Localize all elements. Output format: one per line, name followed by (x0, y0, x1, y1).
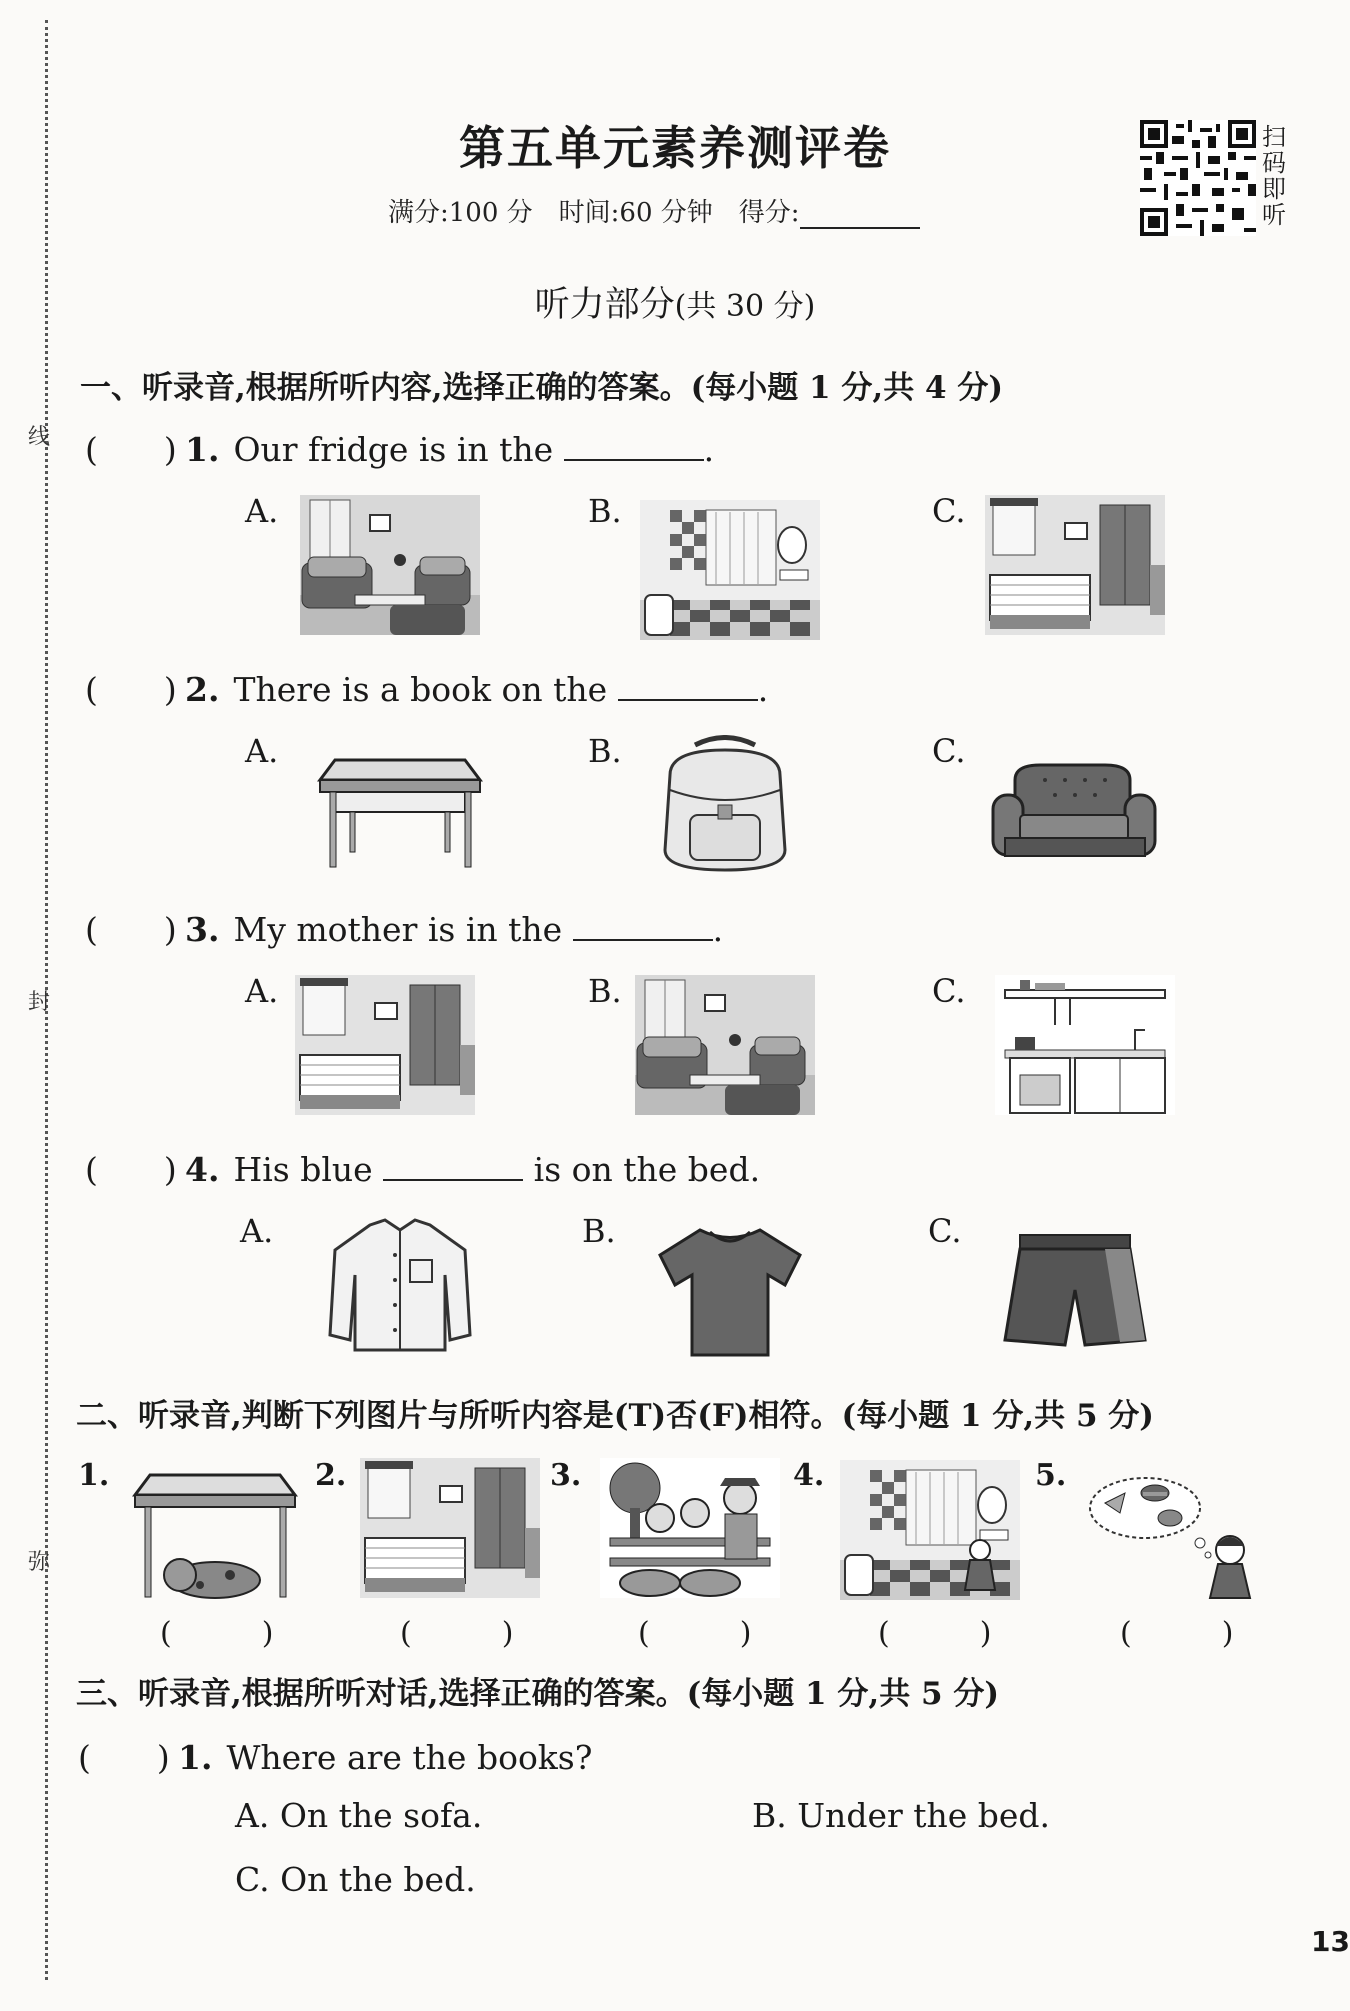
tf-item-number: 2. (315, 1458, 347, 1493)
living-room-image[interactable] (635, 975, 815, 1115)
tf-answer-paren[interactable]: ( ) (878, 1616, 1022, 1651)
answer-paren[interactable]: ( ) (85, 910, 177, 949)
answer-paren[interactable]: ( ) (85, 430, 177, 469)
option-letter[interactable]: B. (588, 972, 622, 1010)
option-letter: A. (235, 1796, 270, 1835)
fill-blank[interactable] (618, 669, 758, 701)
girl-thinking-food-image[interactable] (1085, 1468, 1265, 1608)
farm-family-image[interactable] (600, 1458, 780, 1598)
tf-item-number: 5. (1035, 1458, 1067, 1493)
option-letter[interactable]: A. (245, 972, 279, 1010)
dog-under-desk-image[interactable] (130, 1460, 300, 1600)
s1-question-3 (85, 904, 723, 951)
tf-answer-paren[interactable]: ( ) (400, 1616, 544, 1651)
tf-answer-paren[interactable]: ( ) (160, 1616, 304, 1651)
tf-answer-paren[interactable]: ( ) (638, 1616, 782, 1651)
s3-option-c[interactable] (235, 1860, 476, 1899)
bedroom-image[interactable] (985, 495, 1165, 635)
bedroom-image[interactable] (360, 1458, 540, 1598)
t-shirt-image[interactable] (640, 1220, 820, 1360)
question-text: There is a book on the (233, 670, 608, 709)
listening-points: (共 30 分) (674, 289, 816, 324)
question-text-end: . (757, 670, 769, 709)
answer-paren[interactable]: ( ) (85, 670, 177, 709)
answer-paren[interactable]: ( ) (85, 1150, 177, 1189)
option-letter: B. (752, 1796, 787, 1835)
tf-item-number: 1. (78, 1458, 110, 1493)
page-title: 第五单元素养测评卷 (459, 121, 891, 175)
exam-meta (388, 192, 920, 229)
shirt-image[interactable] (310, 1215, 490, 1355)
tf-item-number: 4. (793, 1458, 825, 1493)
section3-heading: 三、听录音,根据所听对话,选择正确的答案。(每小题 1 分,共 5 分) (76, 1676, 1000, 1712)
s3-question-1 (78, 1732, 592, 1779)
tf-item-number: 3. (550, 1458, 582, 1493)
binding-mark-mi: 弥 (28, 1550, 51, 1575)
schoolbag-image[interactable] (640, 735, 810, 875)
fill-blank[interactable] (573, 909, 713, 941)
listening-subtitle-text: 听力部分 (534, 285, 675, 325)
qr-label: 扫码即听 (1262, 123, 1286, 229)
option-letter[interactable]: A. (240, 1212, 274, 1250)
answer-paren[interactable]: ( ) (78, 1738, 170, 1777)
section1-heading: 一、听录音,根据所听内容,选择正确的答案。(每小题 1 分,共 4 分) (80, 370, 1004, 406)
fill-blank[interactable] (383, 1149, 523, 1181)
question-number: 1. (178, 1738, 213, 1777)
binding-mark-feng: 封 (28, 990, 51, 1015)
question-text-end: . (712, 910, 724, 949)
question-number: 4. (185, 1150, 220, 1189)
sofa-image[interactable] (985, 750, 1165, 865)
question-text: My mother is in the (233, 910, 563, 949)
shorts-image[interactable] (985, 1225, 1165, 1355)
question-text-end: . (703, 430, 715, 469)
s1-question-1 (85, 424, 714, 471)
section2-heading: 二、听录音,判断下列图片与所听内容是(T)否(F)相符。(每小题 1 分,共 5 分) (76, 1398, 1154, 1434)
listening-subtitle (0, 277, 1350, 327)
question-text: His blue (233, 1150, 373, 1189)
binding-mark-xian: 线 (28, 425, 51, 450)
s1-question-2 (85, 664, 768, 711)
qr-code-icon[interactable] (1140, 120, 1256, 236)
option-letter[interactable]: C. (932, 492, 966, 530)
bathroom-image[interactable] (640, 500, 820, 640)
option-letter[interactable]: C. (928, 1212, 962, 1250)
option-letter[interactable]: B. (588, 492, 622, 530)
s1-question-4 (85, 1144, 760, 1191)
question-number: 1. (185, 430, 220, 469)
option-letter[interactable]: A. (245, 732, 279, 770)
question-text: Where are the books? (226, 1738, 593, 1777)
option-letter[interactable]: C. (932, 732, 966, 770)
option-letter[interactable]: B. (582, 1212, 616, 1250)
exam-meta-text: 满分:100 分 时间:60 分钟 得分: (388, 198, 800, 228)
question-text: Our fridge is in the (233, 430, 554, 469)
kitchen-image[interactable] (995, 975, 1175, 1115)
page-number: 13 (1311, 1925, 1350, 1958)
girl-in-bathroom-image[interactable] (840, 1460, 1020, 1600)
question-number: 2. (185, 670, 220, 709)
living-room-image[interactable] (300, 495, 480, 635)
fill-blank[interactable] (564, 429, 704, 461)
tf-answer-paren[interactable]: ( ) (1120, 1616, 1264, 1651)
question-number: 3. (185, 910, 220, 949)
s3-option-a[interactable] (235, 1796, 482, 1835)
option-text: On the sofa. (279, 1796, 483, 1835)
score-blank[interactable] (800, 201, 920, 229)
option-letter[interactable]: B. (588, 732, 622, 770)
option-letter[interactable]: C. (932, 972, 966, 1010)
option-letter[interactable]: A. (245, 492, 279, 530)
desk-image[interactable] (315, 735, 485, 875)
s3-option-b[interactable] (752, 1796, 1050, 1835)
bedroom-image[interactable] (295, 975, 475, 1115)
option-text: On the bed. (280, 1860, 476, 1899)
option-letter: C. (235, 1860, 270, 1899)
question-text-end: is on the bed. (533, 1150, 761, 1189)
option-text: Under the bed. (797, 1796, 1051, 1835)
